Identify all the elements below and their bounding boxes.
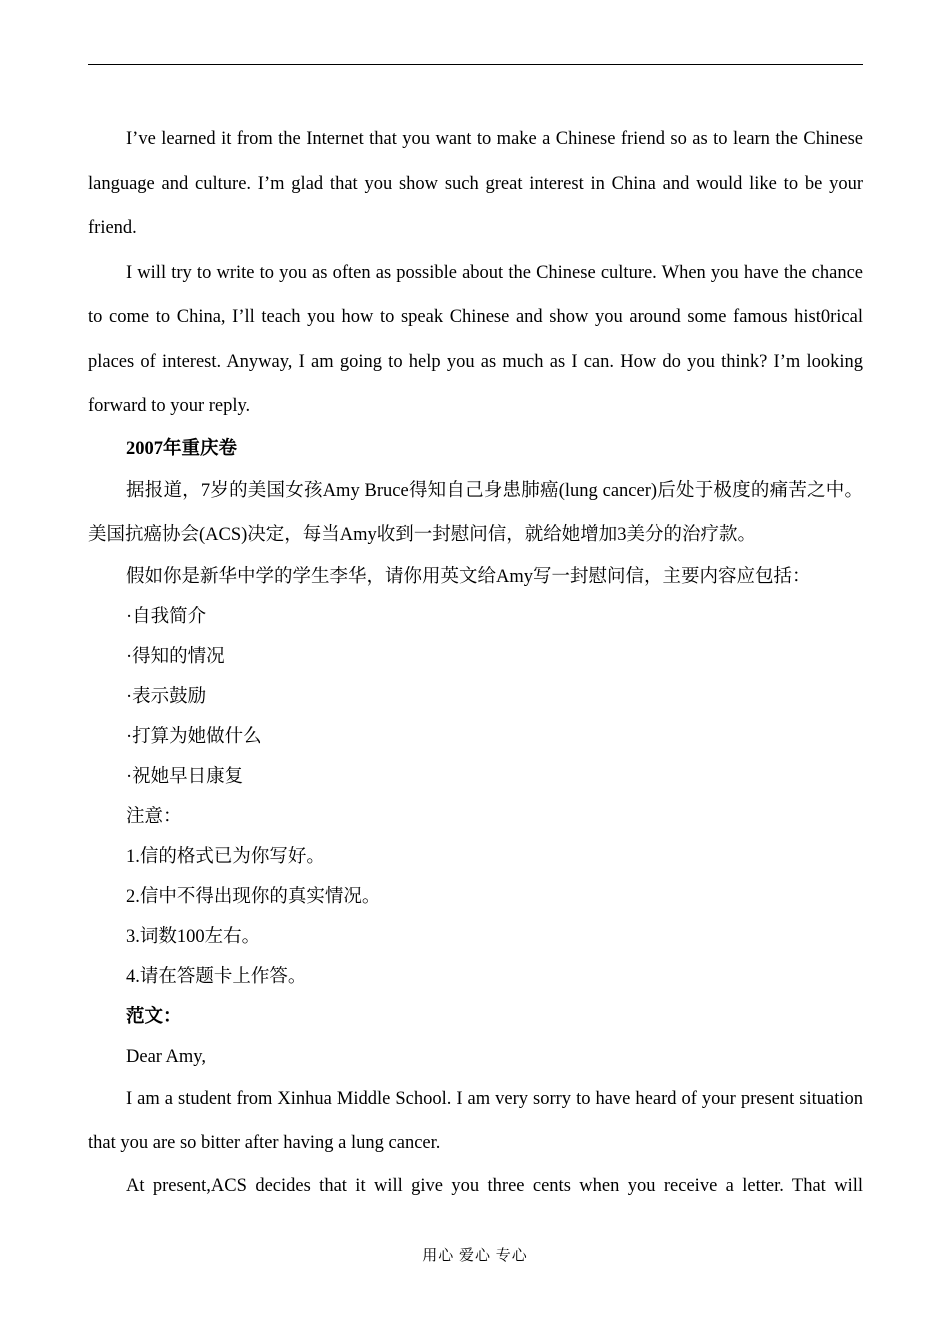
task-intro-2: 假如你是新华中学的学生李华，请你用英文给Amy写一封慰问信，主要内容应包括： (126, 566, 811, 587)
content-point: ·自我简介 (126, 606, 207, 627)
note-item: 4.请在答题卡上作答。 (126, 966, 307, 987)
note-item: 3.词数100左右。 (126, 926, 261, 947)
letter-paragraph-2: I will try to write to you as often as possible about the Chinese culture. When you have the chance to come to China, I’ll teach you how to speak Chinese and show you around some famous hist0rical places of interest. Anyway, I am going to help you as much as I can. How do you think? I’m looking forward to your reply. (88, 262, 863, 416)
content-point: ·打算为她做什么 (126, 726, 262, 747)
note-label: 注意： (126, 806, 182, 827)
header-rule (88, 64, 863, 65)
letter-paragraph-1: I’ve learned it from the Internet that you want to make a Chinese friend so as to learn the Chinese language and culture. I’m glad that you show such great interest in China and would like to be your friend. (88, 129, 863, 238)
document-body (88, 117, 863, 1206)
sample-paragraph-1: I am a student from Xinhua Middle School. I am very sorry to have heard of your present situation that you are so bitter after having a lung cancer. (88, 1088, 863, 1153)
content-point: ·祝她早日康复 (126, 766, 244, 787)
note-item: 2.信中不得出现你的真实情况。 (126, 886, 381, 907)
content-point: ·表示鼓励 (126, 686, 207, 707)
note-item: 1.信的格式已为你写好。 (126, 846, 325, 867)
task-intro-1: 据报道，7岁的美国女孩Amy Bruce得知自己身患肺癌(lung cancer)后处于极度的痛苦之中。美国抗癌协会(ACS)决定，每当Amy收到一封慰问信，就给她增加3美分的治疗款。 (88, 480, 863, 545)
sample-paragraph-2: At present,ACS decides that it will give you three cents when you receive a letter. That will (126, 1175, 863, 1196)
letter-salutation: Dear Amy, (126, 1046, 206, 1067)
page-footer: 用心 爱心 专心 (422, 1248, 528, 1264)
content-point: ·得知的情况 (126, 646, 225, 667)
sample-label: 范文： (126, 1006, 182, 1027)
section-heading: 2007年重庆卷 (126, 438, 238, 459)
